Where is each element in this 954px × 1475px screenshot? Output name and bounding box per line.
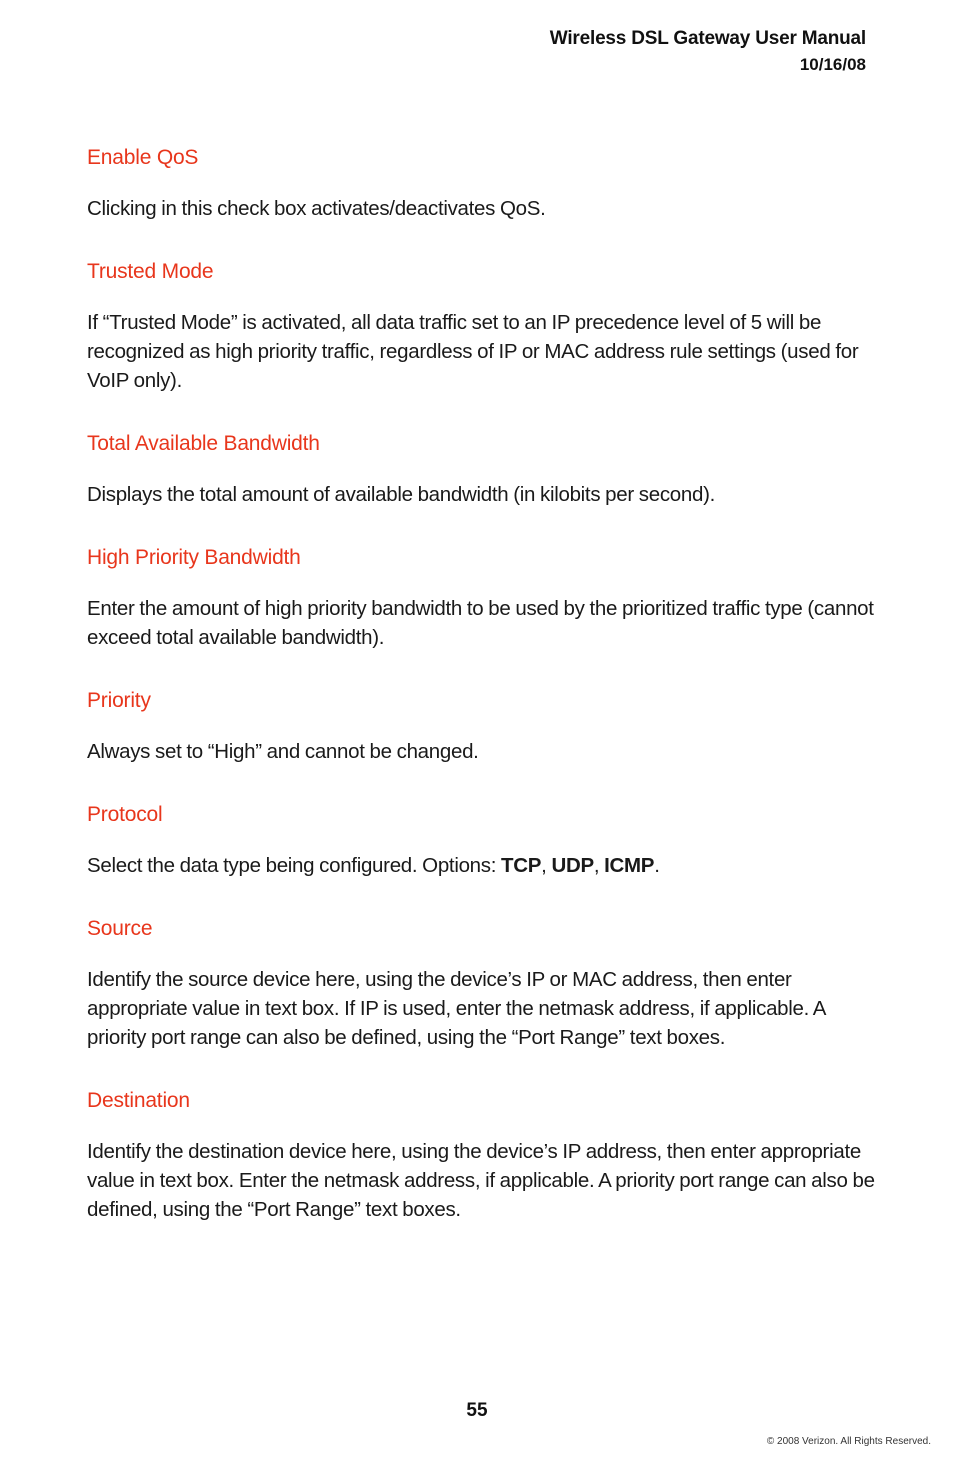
page-content bbox=[87, 143, 877, 1258]
heading-trusted-mode: Trusted Mode bbox=[87, 260, 214, 283]
page-number: 55 bbox=[466, 1400, 488, 1421]
protocol-option-icmp: ICMP bbox=[604, 854, 655, 877]
manual-title: Wireless DSL Gateway User Manual bbox=[549, 28, 866, 49]
protocol-option-tcp: TCP bbox=[501, 854, 542, 877]
protocol-option-udp: UDP bbox=[551, 854, 594, 877]
body-protocol bbox=[87, 851, 877, 880]
body-trusted-mode: If “Trusted Mode” is activated, all data traffic set to an IP precedence level of 5 will be recognized as high priority traffic, regardless of IP or MAC address rule settings (used for VoIP only). bbox=[87, 311, 859, 392]
copyright-notice: © 2008 Verizon. All Rights Reserved. bbox=[766, 1436, 931, 1447]
page-header bbox=[550, 27, 866, 77]
heading-enable-qos: Enable QoS bbox=[87, 146, 199, 169]
manual-date: 10/16/08 bbox=[799, 55, 866, 74]
body-destination: Identify the destination device here, using the device’s IP address, then enter appropriate value in text box. Enter the netmask address, if applicable. A priority port range can also be defined, using the “Port Range” text boxes. bbox=[87, 1140, 875, 1221]
heading-high-priority-bandwidth: High Priority Bandwidth bbox=[87, 546, 301, 569]
body-total-available-bandwidth: Displays the total amount of available bandwidth (in kilobits per second). bbox=[87, 483, 716, 506]
heading-total-available-bandwidth: Total Available Bandwidth bbox=[87, 432, 320, 455]
protocol-end: . bbox=[654, 854, 660, 877]
heading-source: Source bbox=[87, 917, 153, 940]
body-high-priority-bandwidth: Enter the amount of high priority bandwidth to be used by the prioritized traffic type (cannot exceed total available bandwidth). bbox=[87, 597, 874, 649]
heading-protocol: Protocol bbox=[87, 803, 163, 826]
heading-destination: Destination bbox=[87, 1089, 190, 1112]
body-source: Identify the source device here, using the device’s IP or MAC address, then enter appropriate value in text box. If IP is used, enter the netmask address, if applicable. A priority port range can also be defined, using the “Port Range” text boxes. bbox=[87, 968, 826, 1049]
body-priority: Always set to “High” and cannot be changed. bbox=[87, 740, 479, 763]
heading-priority: Priority bbox=[87, 689, 151, 712]
body-enable-qos: Clicking in this check box activates/deactivates QoS. bbox=[87, 197, 546, 220]
protocol-separator: , bbox=[541, 854, 552, 877]
protocol-separator: , bbox=[593, 854, 605, 877]
protocol-intro: Select the data type being configured. Options: bbox=[87, 854, 502, 877]
